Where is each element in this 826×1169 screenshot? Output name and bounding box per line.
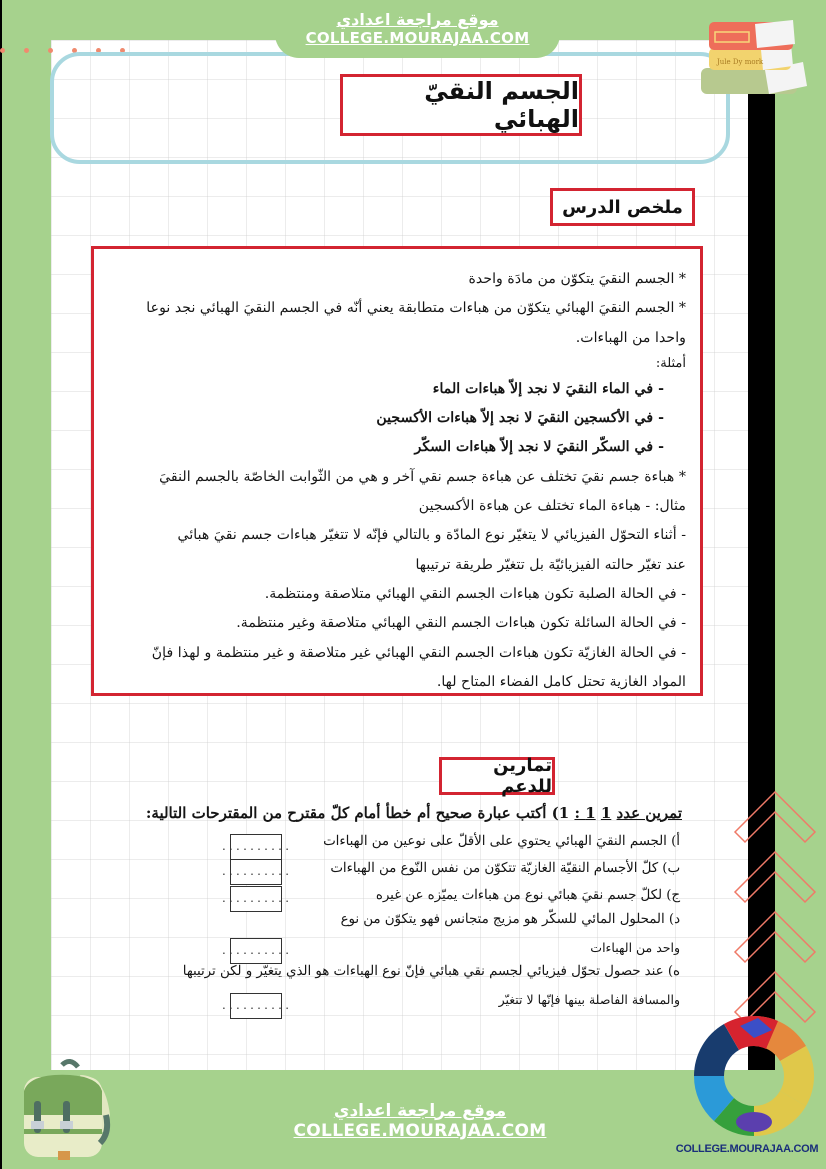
summary-line: - أثناء التحوّل الفيزيائي لا يتغيّر نوع المادّة و بالتالي فإنّه لا تتغيّر هباءات جسم نقيَ هبائي (177, 527, 686, 544)
page-title: الجسم النقيّ الهبائي (340, 74, 582, 136)
summary-line: - في الحالة الغازيّة تكون هباءات الجسم النقي الهبائي غير متلاصقة و غير منتظمة و لهذا فإنّ (151, 644, 686, 661)
site-domain-link[interactable]: COLLEGE.MOURAJAA.COM (305, 28, 530, 47)
answer-field-a[interactable]: .......... (230, 834, 282, 860)
statement-c: ج) لكلّ جسم نقيَ هبائي نوع من هباءات يميّزه عن غيره (375, 888, 680, 903)
lesson-summary-box (91, 246, 703, 696)
statement-a: أ) الجسم النقيَ الهبائي يحتوي على الأقلّ على نوعين من الهباءات (323, 834, 680, 849)
school-subjects-ring-logo (690, 1010, 818, 1150)
summary-line: - في الحالة الصلبة تكون هباءات الجسم النقي الهبائي متلاصقة ومنتظمة. (264, 585, 686, 602)
exercise-heading (146, 804, 682, 822)
summary-example: - في الماء النقيَ لا نجد إلاّ هباءات الماء (432, 380, 664, 397)
summary-line: * الجسم النقيَ الهبائي يتكوّن من هباءات متطابقة يعني أنّه في الجسم النقيَ الهبائي نجد نوعا (146, 300, 686, 317)
exercise-number: 1 (600, 804, 612, 822)
answer-field-e[interactable]: .......... (230, 993, 282, 1019)
statement-d-cont: واحد من الهباءات (590, 940, 680, 955)
footer-site-domain-link[interactable]: COLLEGE.MOURAJAA.COM (293, 1121, 547, 1141)
backpack-icon (10, 1055, 120, 1165)
summary-line: - في الحالة السائلة تكون هباءات الجسم النقي الهبائي متلاصقة وغير منتظمة. (236, 615, 686, 632)
answer-field-b[interactable]: .......... (230, 859, 282, 885)
summary-line: عند تغيّر حالته الفيزيائيّة بل تتغيّر طريقة ترتيبها (415, 556, 686, 573)
summary-line: مثال: - هباءة الماء تختلف عن هباءة الأكسجين (418, 498, 686, 515)
section-heading-summary: ملخص الدرس (550, 188, 695, 226)
statement-e: ه) عند حصول تحوّل فيزيائي لجسم نقي هبائي فإنّ نوع الهباءات هو الذي يتغيّر و لكن ترتيبها (182, 964, 680, 979)
summary-line: المواد الغازية تحتل كامل الفضاء المتاح لها. (436, 673, 686, 690)
logo-caption: COLLEGE.MOURAJAA.COM (675, 1143, 819, 1155)
answer-field-c[interactable]: .......... (230, 886, 282, 912)
summary-example: - في السكّر النقيَ لا نجد إلاّ هباءات السكّر (414, 439, 664, 456)
section-heading-exercises: تمارين للدعم (439, 757, 555, 795)
statement-b: ب) كلّ الأجسام النقيّة الغازيّة تتكوّن من نفس النّوع من الهباءات (330, 861, 680, 876)
exercise-1 (145, 800, 682, 1030)
footer-site-name-arabic[interactable]: موقع مراجعة اعدادي (333, 1100, 507, 1121)
exercise-instruction: 1) أكتب عبارة صحيح أم خطأ أمام كلّ مقترح من المقترحات التالية: (145, 804, 570, 822)
svg-text:Jule Dy mork: Jule Dy mork (717, 58, 764, 66)
summary-example: - في الأكسجين النقيَ لا نجد إلاّ هباءات الأكسجين (376, 410, 664, 427)
summary-line: * الجسم النقيَ يتكوّن من مادَة واحدة (468, 271, 686, 287)
site-footer-banner[interactable] (275, 1073, 565, 1169)
summary-line: أمثلة: (655, 355, 686, 371)
books-stack-icon (695, 10, 815, 100)
answer-field-d[interactable]: .......... (230, 938, 282, 964)
chevron-up-pattern (730, 790, 820, 1030)
site-name-arabic[interactable]: موقع مراجعة اعدادي (336, 10, 499, 30)
summary-line: واحدا من الهباءات. (575, 329, 686, 346)
exercise-sub: 1 : (574, 804, 596, 822)
summary-line: * هباءة جسم نقيَ تختلف عن هباءة جسم نقي آخر و هي من الثّوابت الخاصّة بالجسم النقيَ (159, 468, 686, 485)
exercise-label: تمرين عدد (616, 804, 682, 822)
statement-d: د) المحلول المائي للسكّر هو مزيج متجانس فهو يتكوّن من نوع (340, 912, 680, 927)
page-edge-left (0, 0, 2, 1169)
statement-e-cont: والمسافة الفاصلة بينها فإنّها لا تتغيّر (498, 992, 680, 1007)
site-header-banner[interactable] (275, 0, 560, 58)
